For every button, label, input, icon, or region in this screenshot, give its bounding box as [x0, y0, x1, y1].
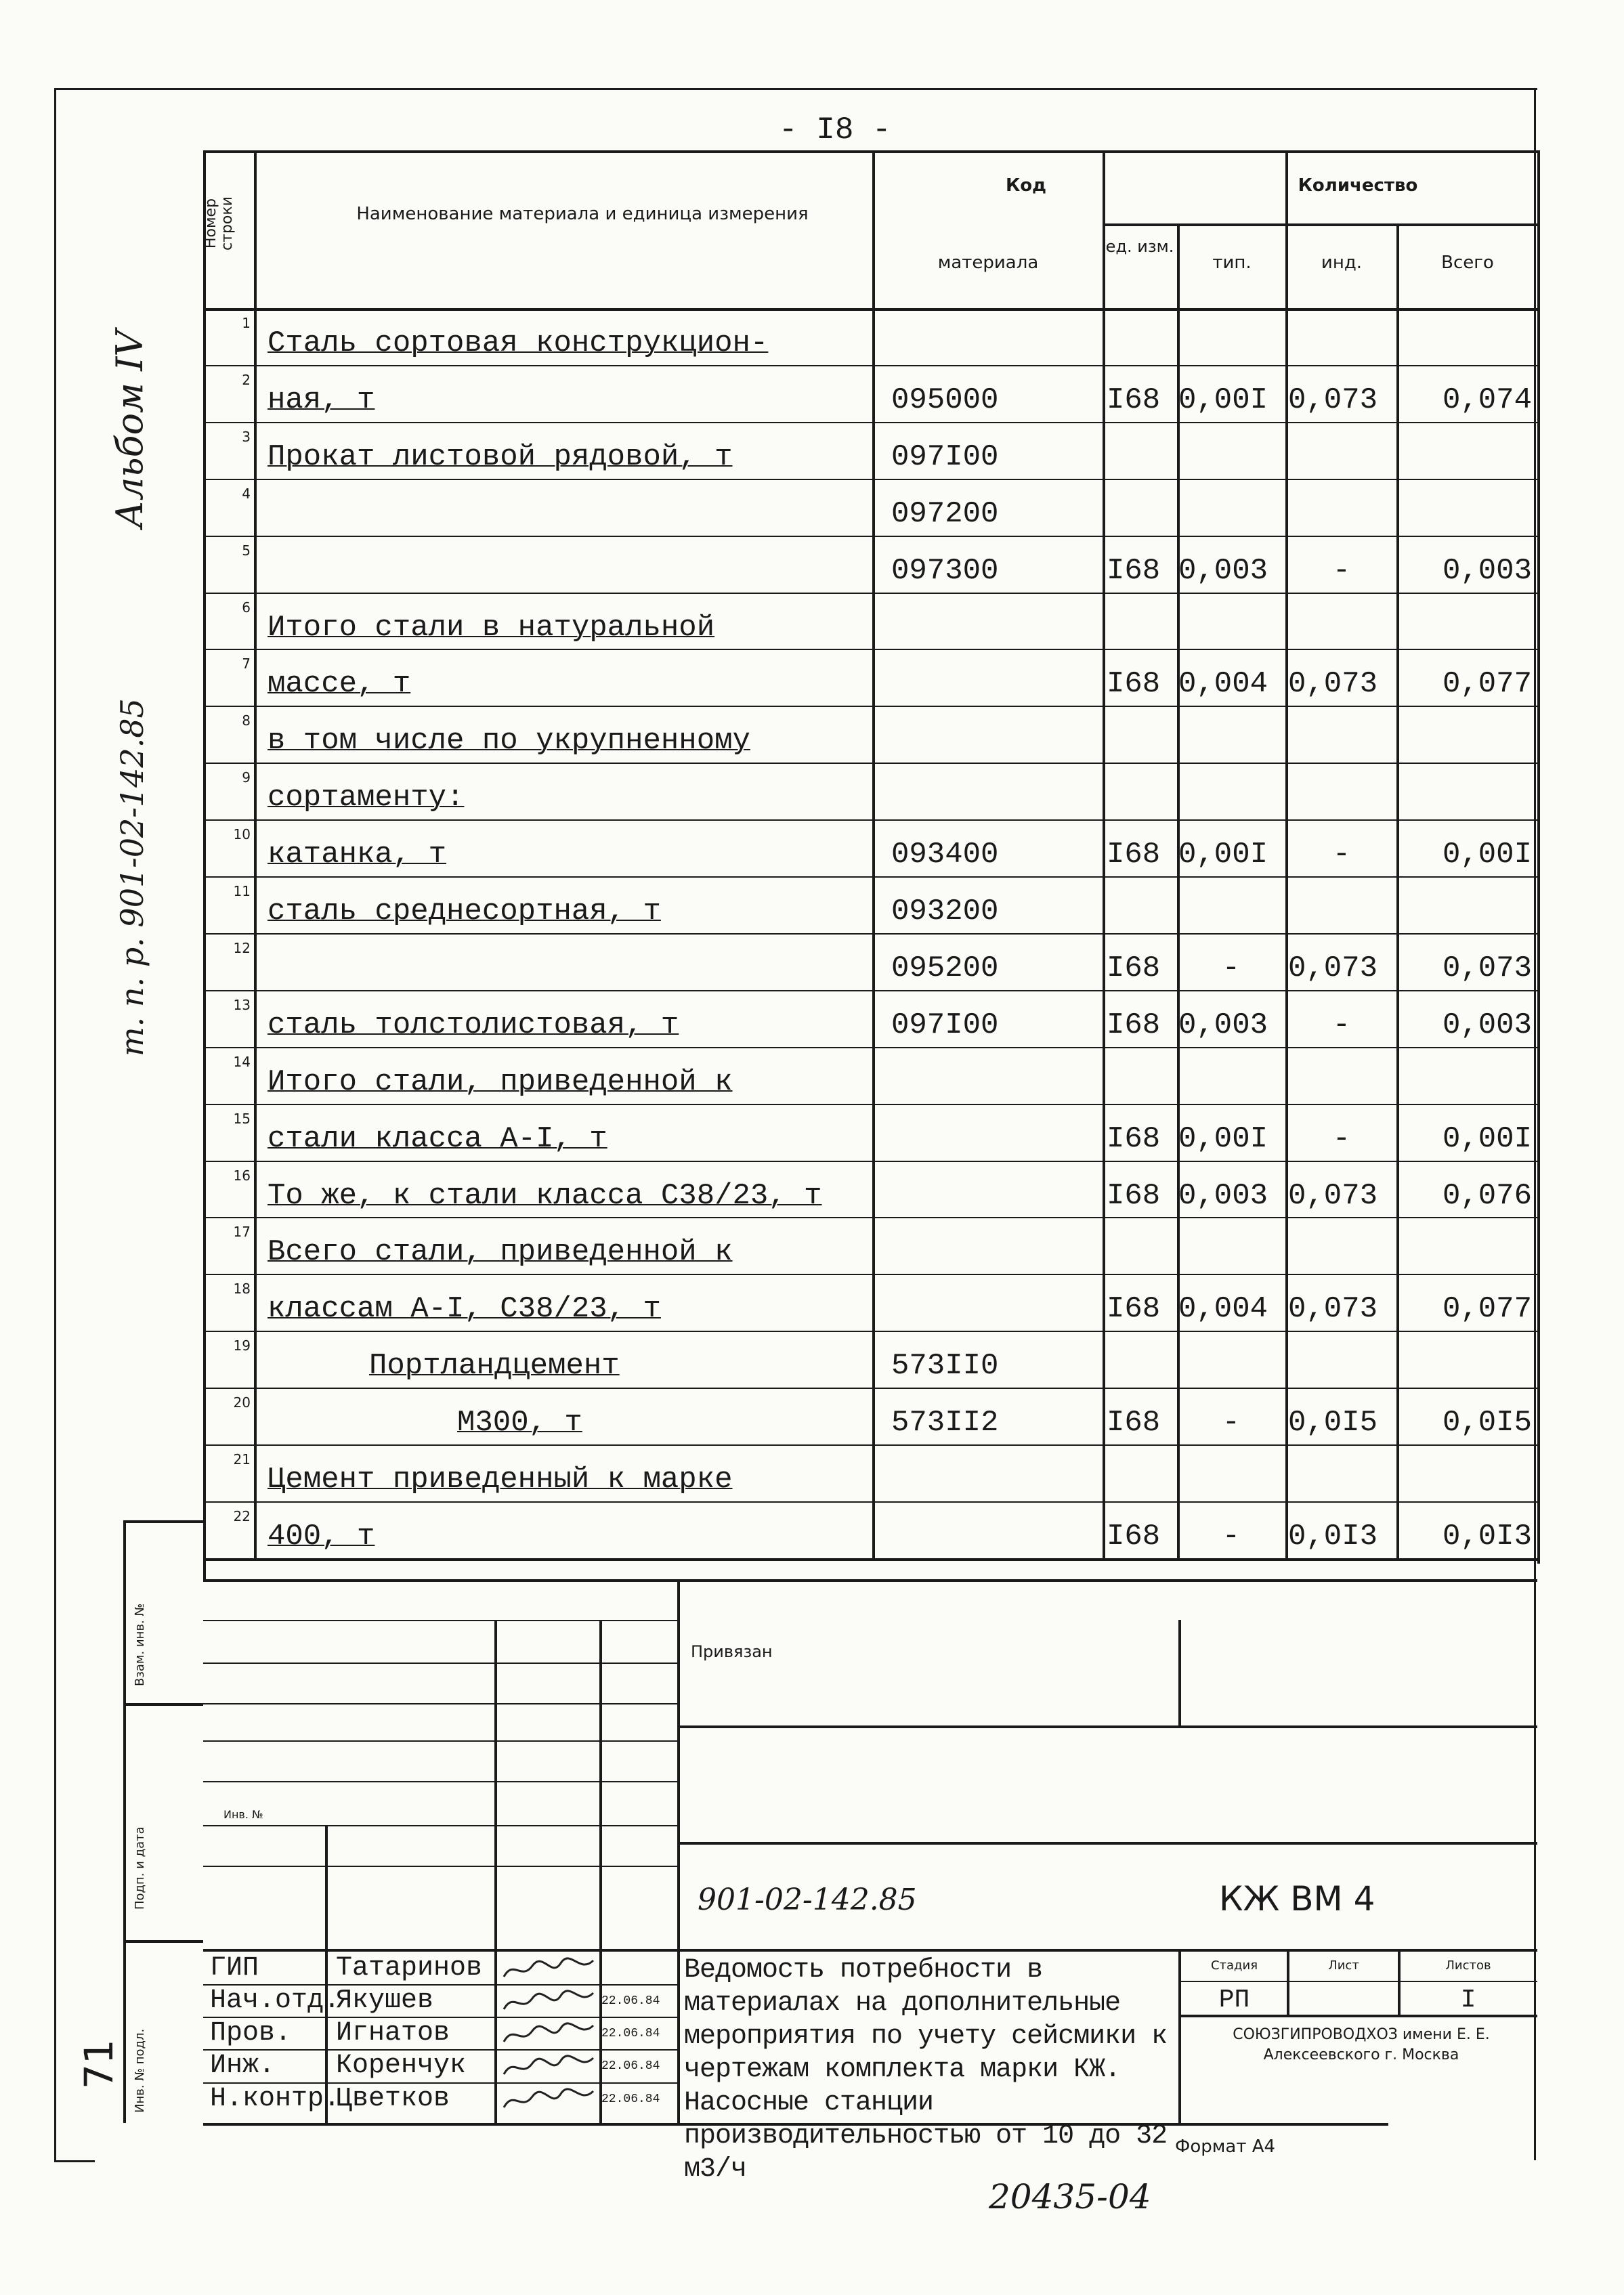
qty-total: 0,076: [1442, 1178, 1532, 1213]
material-name: Сталь сортовая конструкцион-: [268, 326, 769, 360]
grid-line: [203, 536, 1537, 537]
stamp-line: [1178, 1981, 1537, 1982]
row-number: 1: [242, 315, 251, 331]
header-code-material: материала: [937, 253, 1039, 273]
material-name: Итого стали в натуральной: [268, 610, 715, 645]
unit-code: I68: [1107, 667, 1161, 702]
signer-role: ГИП: [210, 1953, 259, 1983]
unit-code: I68: [1107, 1519, 1161, 1553]
signature-date: 22.06.84: [601, 2027, 660, 2040]
signer-name: Цветков: [336, 2084, 450, 2114]
material-code: 095000: [891, 383, 999, 417]
stamp-side-line: [123, 1703, 203, 1706]
inv-podl-label: Инв. № подл.: [133, 2028, 147, 2113]
sheets-label: Листов: [1445, 1958, 1491, 1973]
stage-value: РП: [1218, 1986, 1250, 2015]
stage-label: Стадия: [1210, 1958, 1258, 1973]
frame-bottom-tick: [54, 2160, 95, 2162]
row-number: 22: [233, 1507, 251, 1524]
grid-line: [203, 1274, 1537, 1275]
stamp-line: [203, 1949, 1537, 1952]
signer-role: Н.контр.: [210, 2084, 341, 2114]
material-name: сортаменту:: [268, 781, 465, 815]
signature-date: 22.06.84: [601, 1994, 660, 2008]
grid-line: [872, 150, 875, 1558]
grid-line: [1103, 223, 1537, 226]
unit-code: I68: [1107, 1008, 1161, 1042]
material-code: 097200: [891, 496, 999, 531]
stamp-line: [203, 1781, 677, 1782]
row-number: 14: [233, 1053, 251, 1070]
qty-typical: 0,003: [1178, 1178, 1268, 1213]
album-label: Альбом IV: [108, 330, 151, 528]
grid-line: [1396, 223, 1399, 1558]
qty-individual: 0,073: [1288, 383, 1378, 417]
signer-name: Якушев: [336, 1986, 434, 2016]
material-name: сталь среднесортная, т: [268, 895, 661, 928]
row-number: 4: [242, 485, 251, 502]
stamp-line: [677, 1842, 1537, 1845]
material-name: Всего стали, приведенной к: [268, 1235, 733, 1270]
row-number: 15: [233, 1110, 251, 1127]
signature-scribble: [498, 1954, 600, 1983]
qty-individual: 0,073: [1288, 667, 1378, 702]
sheet-mark: 71: [76, 2039, 122, 2089]
signature-scribble: [498, 2019, 600, 2049]
header-name: Наименование материала и единица измерения: [356, 204, 809, 224]
material-name: Итого стали, приведенной к: [268, 1065, 733, 1099]
grid-line: [203, 706, 1537, 707]
material-name: катанка, т: [268, 838, 447, 872]
row-number: 16: [233, 1167, 251, 1184]
signer-role: Нач.отд.: [210, 1986, 341, 2016]
material-name: То же, к стали класса С38/23, т: [268, 1178, 822, 1213]
document-code: 901-02-142.85: [698, 1883, 917, 1917]
grid-line: [203, 990, 1537, 991]
row-number: 10: [233, 826, 251, 843]
privyazan-label: Привязан: [691, 1642, 773, 1661]
qty-total: 0,00I: [1442, 1121, 1532, 1156]
row-number: 21: [233, 1451, 251, 1467]
unit-code: I68: [1107, 1121, 1161, 1156]
signer-name: Игнатов: [336, 2018, 450, 2049]
qty-total: 0,00I: [1442, 838, 1532, 872]
grid-line: [203, 593, 1537, 594]
material-code: 573II0: [891, 1349, 999, 1384]
qty-typical: 0,004: [1178, 667, 1268, 702]
grid-line: [1537, 150, 1540, 1564]
material-name: в том числе по укрупненному: [268, 724, 750, 758]
row-number: 3: [242, 428, 251, 445]
signature-scribble: [498, 2051, 600, 2081]
qty-individual: -: [1332, 1121, 1351, 1156]
qty-total: 0,0I5: [1442, 1406, 1532, 1440]
grid-line: [254, 150, 257, 1558]
stamp-side-line: [123, 1940, 203, 1943]
qty-typical: 0,003: [1178, 553, 1268, 588]
material-code: 097300: [891, 553, 999, 588]
grid-line: [203, 150, 1537, 153]
signature-date: 22.06.84: [601, 2093, 660, 2106]
grid-line: [203, 1501, 1537, 1503]
grid-line: [203, 365, 1537, 366]
header-row-number: Номер строки: [202, 196, 236, 251]
signer-role: Пров.: [210, 2018, 292, 2049]
row-number: 11: [233, 883, 251, 899]
qty-typical: -: [1222, 1406, 1241, 1440]
row-number: 20: [233, 1394, 251, 1411]
qty-individual: 0,073: [1288, 1292, 1378, 1327]
unit-code: I68: [1107, 553, 1161, 588]
unit-code: I68: [1107, 383, 1161, 417]
material-name: М300, т: [457, 1406, 582, 1440]
stamp-side-line: [123, 1520, 203, 1523]
sheets-value: I: [1460, 1986, 1476, 2015]
grid-line: [203, 1161, 1537, 1162]
project-code-vertical: т. п. р. 901-02-142.85: [114, 698, 150, 1056]
stamp-line: [203, 1825, 677, 1826]
signer-role: Инж.: [210, 2051, 276, 2081]
qty-typical: 0,00I: [1178, 838, 1268, 872]
sheet-label: Лист: [1328, 1958, 1359, 1973]
page-number: - I8 -: [779, 112, 891, 148]
grid-line: [203, 1047, 1537, 1048]
grid-line: [203, 1217, 1537, 1218]
frame-right: [1534, 88, 1536, 2160]
grid-line: [203, 479, 1537, 480]
qty-individual: -: [1332, 1008, 1351, 1042]
qty-total: 0,077: [1442, 1292, 1532, 1327]
header-code-unit: ед. изм.: [1105, 237, 1174, 256]
material-code: 573II2: [891, 1406, 999, 1440]
material-code: 093400: [891, 838, 999, 872]
material-code: 093200: [891, 895, 999, 928]
podp-data-label: Подп. и дата: [133, 1826, 147, 1910]
stamp-line: [203, 1579, 1537, 1582]
qty-total: 0,0I3: [1442, 1519, 1532, 1553]
material-name: Цемент приведенный к марке: [268, 1463, 733, 1497]
qty-typical: 0,004: [1178, 1292, 1268, 1327]
grid-line: [203, 819, 1537, 821]
unit-code: I68: [1107, 1178, 1161, 1213]
unit-code: I68: [1107, 1406, 1161, 1440]
row-number: 8: [242, 712, 251, 729]
material-code: 097I00: [891, 439, 999, 474]
row-number: 7: [242, 656, 251, 672]
header-code: Код: [1005, 175, 1047, 196]
stamp-line: [1178, 1620, 1181, 1725]
qty-individual: 0,073: [1288, 1178, 1378, 1213]
qty-typical: 0,00I: [1178, 383, 1268, 417]
grid-line: [203, 1331, 1537, 1332]
header-qty-total: Всего: [1441, 253, 1494, 273]
inv-no-label: Инв. №: [223, 1808, 263, 1821]
grid-line: [203, 422, 1537, 423]
qty-individual: 0,0I3: [1288, 1519, 1378, 1553]
signer-name: Коренчук: [336, 2051, 467, 2081]
material-name: ная, т: [268, 383, 375, 417]
stamp-line: [677, 1725, 1537, 1728]
grid-line: [203, 1104, 1537, 1105]
qty-total: 0,003: [1442, 553, 1532, 588]
header-qty-typical: тип.: [1212, 253, 1252, 273]
grid-line: [203, 150, 206, 1579]
row-number: 6: [242, 599, 251, 616]
sheet-title: Ведомость потребности в материалах на дополнительные мероприятия по учету сейсмики к чертежам комплекта марки КЖ. Насосные станции производительностью от 10 до 32 м3/ч: [684, 1955, 1168, 2185]
signature-date: 22.06.84: [601, 2059, 660, 2073]
stamp-line: [203, 1740, 677, 1742]
grid-line: [203, 933, 1537, 935]
qty-total: 0,073: [1442, 951, 1532, 985]
row-number: 5: [242, 542, 251, 559]
organization: СОЮЗГИПРОВОДХОЗ имени Е. Е. Алексеевского г. Москва: [1233, 2026, 1490, 2063]
qty-total: 0,003: [1442, 1008, 1532, 1042]
frame-top: [54, 88, 1537, 90]
stamp-line: [677, 1579, 680, 2123]
row-number: 2: [242, 371, 251, 388]
qty-total: 0,077: [1442, 667, 1532, 702]
grid-line: [203, 1558, 1537, 1561]
qty-typical: -: [1222, 1519, 1241, 1553]
archive-number: 20435-04: [989, 2177, 1151, 2216]
grid-line: [1103, 150, 1105, 1558]
material-name: сталь толстолистовая, т: [268, 1008, 679, 1042]
grid-line: [203, 649, 1537, 650]
qty-typical: 0,00I: [1178, 1121, 1268, 1156]
material-name: Прокат листовой рядовой, т: [268, 439, 733, 474]
stamp-line: [203, 1620, 677, 1621]
grid-line: [1177, 223, 1180, 1558]
row-number: 13: [233, 996, 251, 1013]
unit-code: I68: [1107, 838, 1161, 872]
material-name: 400, т: [268, 1519, 375, 1553]
qty-typical: 0,003: [1178, 1008, 1268, 1042]
row-number: 17: [233, 1224, 251, 1241]
stamp-left-border: [123, 1520, 126, 2123]
qty-individual: -: [1332, 553, 1351, 588]
document-mark: КЖ ВМ 4: [1219, 1879, 1375, 1918]
signature-scribble: [498, 2084, 600, 2114]
row-number: 19: [233, 1337, 251, 1354]
row-number: 18: [233, 1281, 251, 1297]
stamp-line: [325, 1825, 328, 2123]
grid-line: [203, 308, 1537, 311]
row-number: 12: [233, 939, 251, 956]
frame-left: [54, 88, 56, 2160]
material-name: массе, т: [268, 667, 411, 702]
qty-typical: -: [1222, 951, 1241, 985]
material-name: стали класса А-I, т: [268, 1121, 607, 1156]
stamp-line: [203, 1866, 677, 1867]
format-label: Формат А4: [1175, 2137, 1276, 2157]
qty-total: 0,074: [1442, 383, 1532, 417]
qty-individual: 0,0I5: [1288, 1406, 1378, 1440]
signer-name: Татаринов: [336, 1953, 483, 1983]
grid-line: [203, 1388, 1537, 1389]
material-name: Портландцемент: [369, 1349, 620, 1384]
grid-line: [203, 876, 1537, 878]
material-name: классам А-I, С38/23, т: [268, 1292, 661, 1327]
qty-individual: -: [1332, 838, 1351, 872]
material-code: 095200: [891, 951, 999, 985]
qty-individual: 0,073: [1288, 951, 1378, 985]
header-quantity: Количество: [1298, 175, 1418, 196]
grid-line: [203, 1444, 1537, 1446]
header-qty-individual: инд.: [1321, 253, 1363, 273]
material-code: 097I00: [891, 1008, 999, 1042]
stamp-line: [203, 1703, 677, 1704]
vzam-label: Взам. инв. №: [133, 1603, 147, 1686]
stamp-line: [494, 1620, 497, 2123]
unit-code: I68: [1107, 951, 1161, 985]
row-number: 9: [242, 769, 251, 786]
stamp-line: [203, 1663, 677, 1664]
grid-line: [203, 763, 1537, 764]
unit-code: I68: [1107, 1292, 1161, 1327]
signature-scribble: [498, 1986, 600, 2016]
